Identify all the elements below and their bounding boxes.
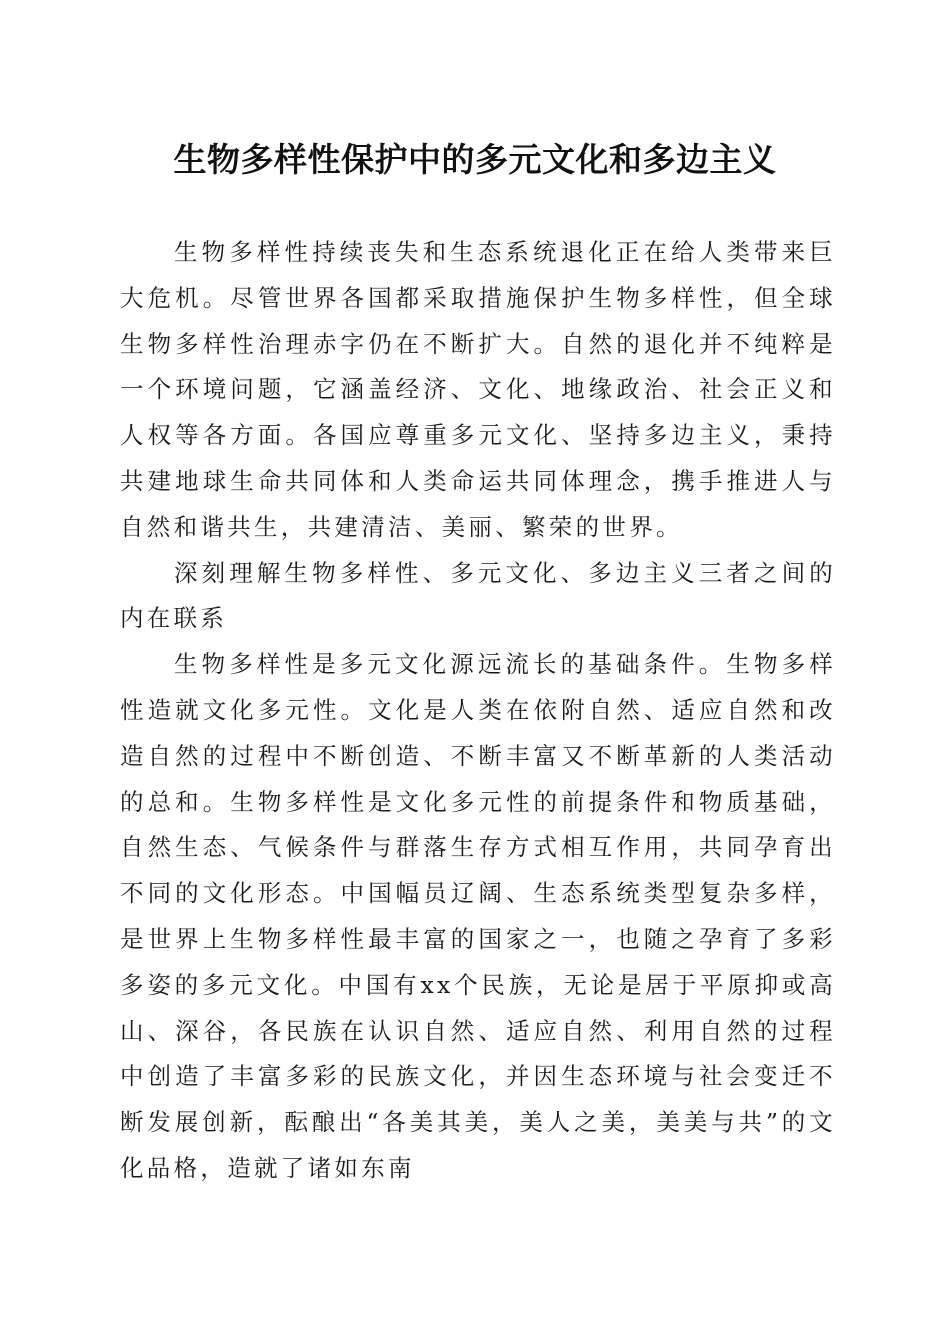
section-heading: 深刻理解生物多样性、多元文化、多边主义三者之间的内在联系 xyxy=(120,558,836,633)
paragraph-biodiversity-culture: 生物多样性是多元文化源远流长的基础条件。生物多样性造就文化多元性。文化是人类在依附自然、适应自然和改造自然的过程中不断创造、不断丰富又不断革新的人类活动的总和。生物多样性是文化多元性的前提条件和物质基础，自然生态、气候条件与群落生存方式相互作用，共同孕育出不同的文化形态。中国幅员辽阔、生态系统类型复杂多样，是世界上生物多样性最丰富的国家之一，也随之孕育了多彩多姿的多元文化。中国有xx个民族，无论是居于平原抑或高山、深谷，各民族在认识自然、适应自然、利用自然的过程中创造了丰富多彩的民族文化，并因生态环境与社会变迁不断发展创新，酝酿出“各美其美，美人之美，美美与共”的文化品格，造就了诸如东南 xyxy=(120,650,836,1182)
paragraph-intro: 生物多样性持续丧失和生态系统退化正在给人类带来巨大危机。尽管世界各国都采取措施保护生物多样性，但全球生物多样性治理赤字仍在不断扩大。自然的退化并不纯粹是一个环境问题，它涵盖经济、文化、地缘政治、社会正义和人权等各方面。各国应尊重多元文化、坚持多边主义，秉持共建地球生命共同体和人类命运共同体理念，携手推进人与自然和谐共生，共建清洁、美丽、繁荣的世界。 xyxy=(120,238,836,541)
document-body xyxy=(120,230,836,1192)
document-title: 生物多样性保护中的多元文化和多边主义 xyxy=(173,140,777,179)
